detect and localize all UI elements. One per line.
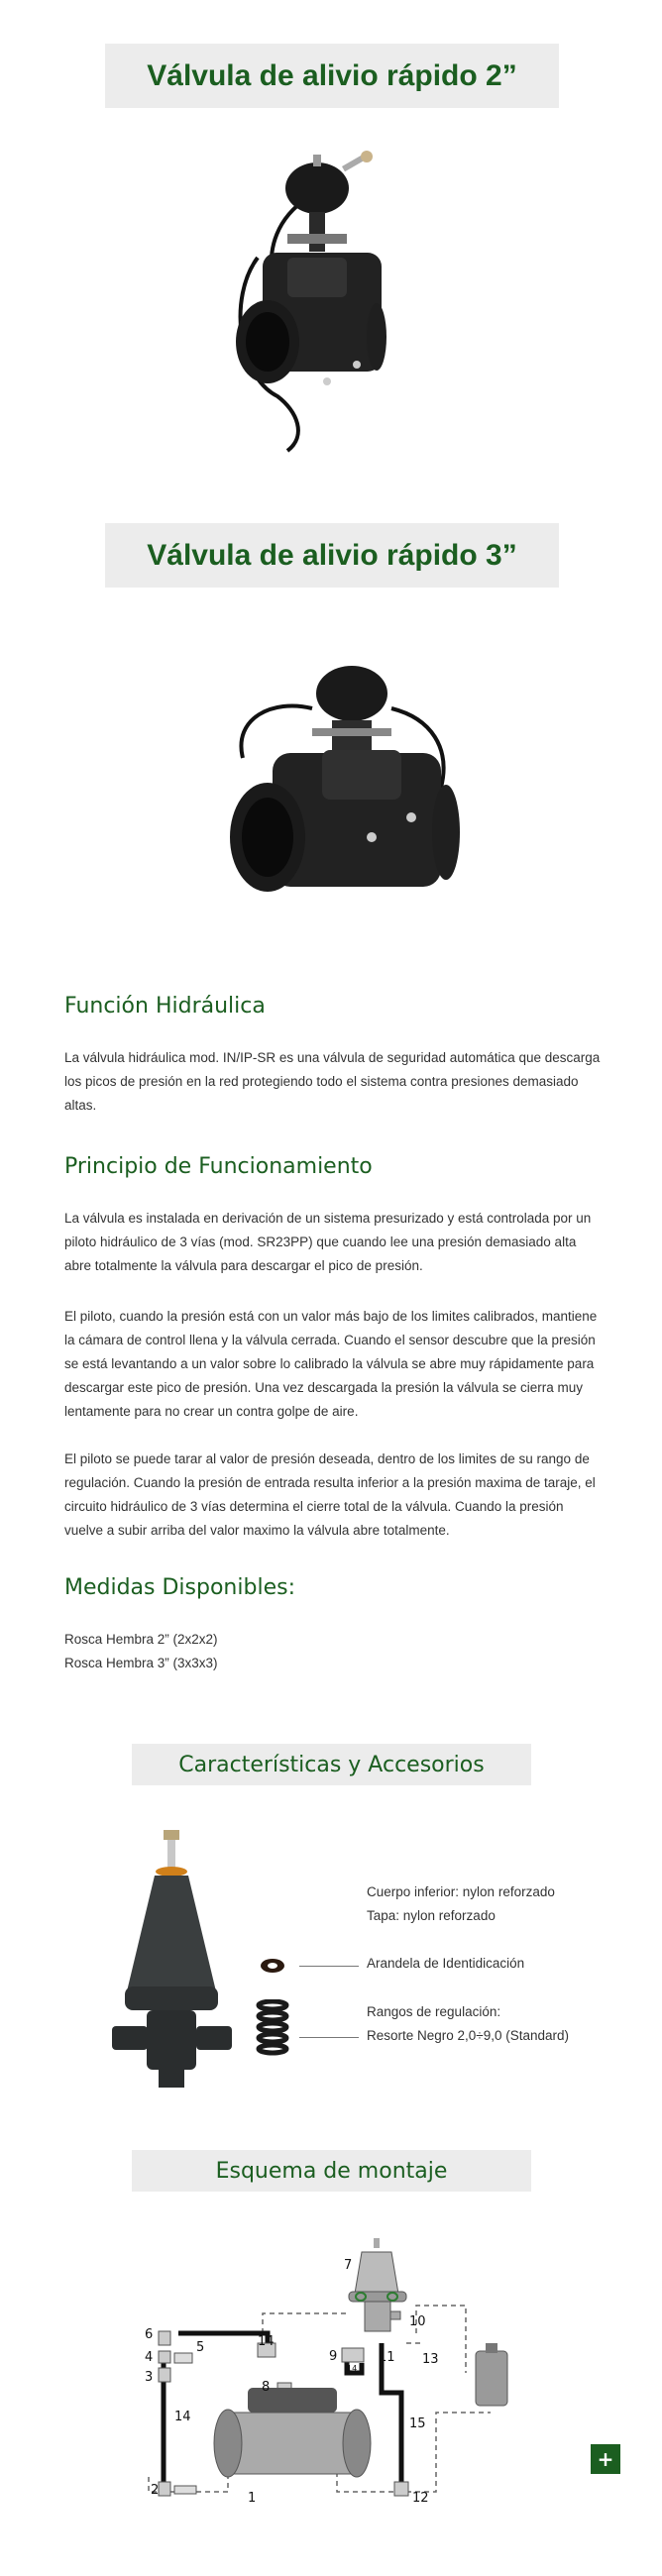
diagram-label: 14 (347, 2364, 358, 2373)
arandela-text: Arandela de Identidicación (367, 1956, 525, 1971)
diagram-label: 13 (422, 2352, 439, 2367)
resorte-text: Resorte Negro 2,0÷9,0 (Standard) (367, 2028, 570, 2043)
diagram-label: 8 (262, 2380, 271, 2395)
leader-line (299, 2037, 359, 2038)
accesorios-title-box (132, 1744, 531, 1785)
tapa-text: Tapa: nylon reforzado (367, 1908, 496, 1923)
principio-heading: Principio de Funcionamiento (64, 1154, 373, 1179)
diagram-label: 4 (145, 2350, 154, 2365)
diagram-label: 14 (258, 2334, 275, 2349)
spring-icon (256, 1999, 289, 2057)
plus-button[interactable]: + (591, 2444, 620, 2474)
diagram-label: 11 (379, 2350, 395, 2365)
funcion-heading: Función Hidráulica (64, 994, 266, 1019)
product-title: Válvula de alivio rápido 3” (147, 538, 517, 572)
medidas-list (64, 1628, 605, 1675)
principio-paragraph-1: La válvula es instalada en derivación de un sistema presurizado y está controlada por un piloto hidráulico de 3 vías (mod. SR23PP) que cuando lee una presión demasiado alta abre totalmente la válvula para descargar el pico de presión. (64, 1211, 592, 1273)
diagram-label: 14 (174, 2410, 191, 2424)
leader-line (299, 1966, 359, 1967)
medida-item: Rosca Hembra 2” (2x2x2) (64, 1632, 218, 1647)
diagram-label: 5 (196, 2340, 205, 2355)
diagram-label: 1 (248, 2491, 257, 2506)
diagram-label: 6 (145, 2327, 154, 2342)
diagram-label: 12 (412, 2491, 429, 2506)
rangos-text: Rangos de regulación: (367, 2004, 501, 2019)
valve-3in-image (213, 639, 491, 936)
diagram-label: 9 (329, 2349, 338, 2364)
diagram-label: 15 (409, 2416, 426, 2431)
medidas-heading: Medidas Disponibles: (64, 1575, 295, 1600)
funcion-text: La válvula hidráulica mod. IN/IP-SR es una válvula de seguridad automática que descarga los picos de presión en la red protegiendo todo el sistema contra presiones demasiado altas. (64, 1050, 601, 1113)
product-title-box-3in (105, 523, 559, 588)
diagram-label: 10 (409, 2314, 426, 2329)
accesorio-materiales (367, 1880, 555, 1928)
pilot-image (107, 1828, 236, 2091)
diagram-label: 7 (344, 2258, 353, 2273)
accesorios-heading: Características y Accesorios (178, 1752, 485, 1777)
esquema-title-box (132, 2150, 531, 2192)
accesorio-rangos (367, 2000, 569, 2048)
product-title-box-2in (105, 44, 559, 108)
assembly-diagram (139, 2234, 525, 2531)
valve-2in-image (218, 139, 416, 466)
principio-paragraph-2: El piloto, cuando la presión está con un valor más bajo de los limites calibrados, mantiene la cámara de control llena y la válvula cerrada. Cuando el sensor descubre que la presión se está levantando a un valor sobre lo calibrado la válvula se abre muy rápidamente para descargar este pico de presión. Una vez descargada la presión la válvula se cierra muy lentamente para no crear un contra golpe de aire. (64, 1309, 598, 1419)
diagram-label: 2 (151, 2483, 160, 2498)
principio-paragraph-3: El piloto se puede tarar al valor de presión deseada, dentro de los limites de su rango de regulación. Cuando la presión de entrada resulta inferior a la presión maxima de taraje, el circuito hidráulico de 3 vías determina el cierre total de la válvula. Cuando la presión vuelve a subir arriba del valor maximo la válvula abre totalmente. (64, 1451, 596, 1538)
diagram-label: 3 (145, 2370, 154, 2385)
esquema-heading: Esquema de montaje (215, 2158, 448, 2184)
product-title: Válvula de alivio rápido 2” (147, 58, 517, 92)
cuerpo-text: Cuerpo inferior: nylon reforzado (367, 1884, 555, 1899)
medida-item: Rosca Hembra 3” (3x3x3) (64, 1656, 218, 1670)
washer-icon (260, 1957, 285, 1975)
